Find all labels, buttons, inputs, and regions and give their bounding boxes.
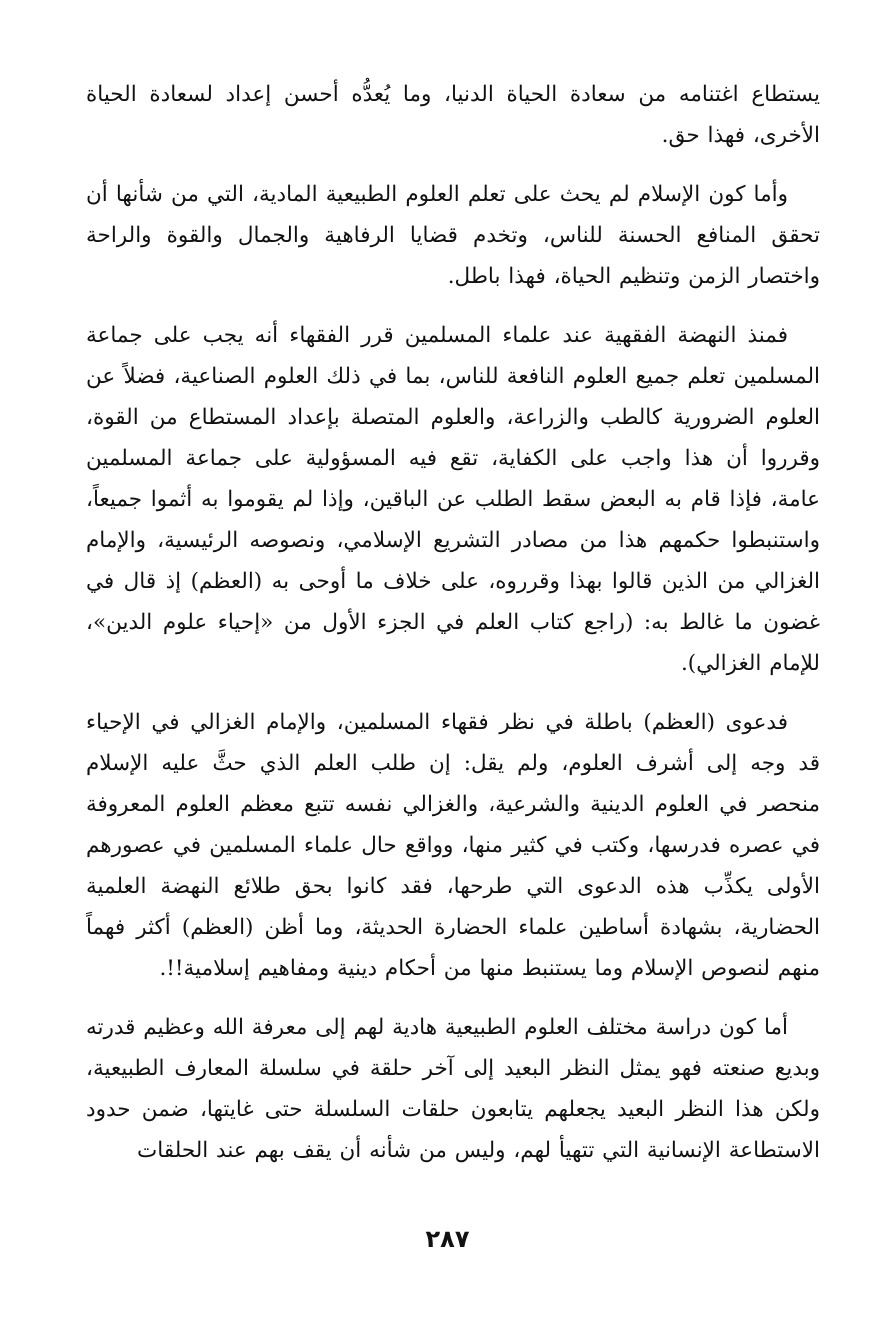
- page-number: ٢٨٧: [425, 1225, 470, 1253]
- page-body: [86, 74, 820, 1189]
- paragraph-4: فدعوى (العظم) باطلة في نظر فقهاء المسلمين، والإمام الغزالي في الإحياء قد وجه إلى أشرف العلوم، ولم يقل: إن طلب العلم الذي حثَّ عليه الإسلام منحصر في العلوم الدينية والشرعية، والغزالي نفسه تتبع معظم العلوم المعروفة في عصره فدرسها، وكتب في كثير منها، وواقع حال علماء المسلمين في عصورهم الأولى يكذِّب هذه الدعوى التي طرحها، فقد كانوا بحق طلائع النهضة العلمية الحضارية، بشهادة أساطين علماء الحضارة الحديثة، وما أظن (العظم) أكثر فهماً منهم لنصوص الإسلام وما يستنبط منها من أحكام دينية ومفاهيم إسلامية!!.: [86, 710, 820, 981]
- paragraph-3: فمنذ النهضة الفقهية عند علماء المسلمين قرر الفقهاء أنه يجب على جماعة المسلمين تعلم جميع العلوم النافعة للناس، بما في ذلك العلوم الصناعية، فضلاً عن العلوم الضرورية كالطب والزراعة، والعلوم المتصلة بإعداد المستطاع من القوة، وقرروا أن هذا واجب على الكفاية، تقع فيه المسؤولية على جماعة المسلمين عامة، فإذا قام به البعض سقط الطلب عن الباقين، وإذا لم يقوموا به أثموا جميعاً، واستنبطوا حكمهم هذا من مصادر التشريع الإسلامي، ونصوصه الرئيسية، والإمام الغزالي من الذين قالوا بهذا وقرروه، على خلاف ما أوحى به (العظم) إذ قال في غضون ما غالط به: (راجع كتاب العلم في الجزء الأول من «إحياء علوم الدين»، للإمام الغزالي).: [86, 323, 820, 676]
- paragraph-1: يستطاع اغتنامه من سعادة الحياة الدنيا، وما يُعدُّه أحسن إعداد لسعادة الحياة الأخرى، فهذا حق.: [86, 82, 820, 148]
- paragraph-5: أما كون دراسة مختلف العلوم الطبيعية هادية لهم إلى معرفة الله وعظيم قدرته وبديع صنعته فهو يمثل النظر البعيد إلى آخر حلقة في سلسلة المعارف الطبيعية، ولكن هذا النظر البعيد يجعلهم يتابعون حلقات السلسلة حتى غايتها، ضمن حدود الاستطاعة الإنسانية التي تتهيأ لهم، وليس من شأنه أن يقف بهم عند الحلقات: [86, 1015, 820, 1163]
- paragraph-2: وأما كون الإسلام لم يحث على تعلم العلوم الطبيعية المادية، التي من شأنها أن تحقق المنافع الحسنة للناس، وتخدم قضايا الرفاهية والجمال والقوة والراحة واختصار الزمن وتنظيم الحياة، فهذا باطل.: [86, 182, 820, 289]
